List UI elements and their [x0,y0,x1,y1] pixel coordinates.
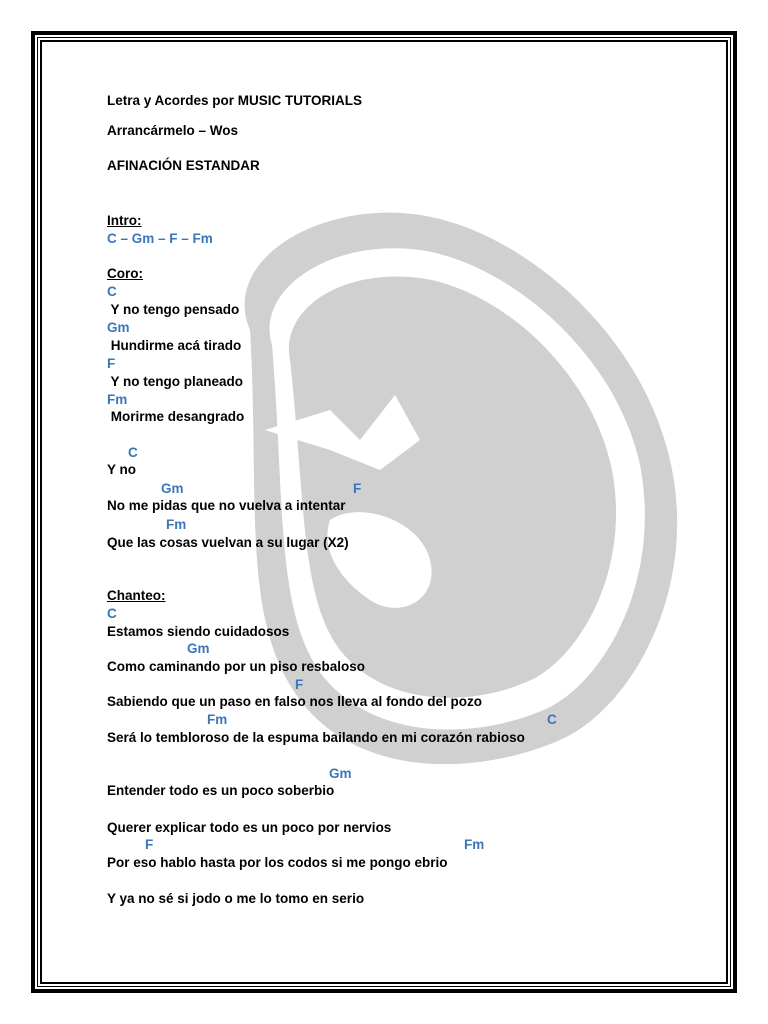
chord-label: Gm [187,641,210,656]
chord-label: C [547,712,557,727]
lyric-line: Hundirme acá tirado [107,338,242,353]
intro-chords: C – Gm – F – Fm [107,231,213,246]
chord-label: F [107,356,116,371]
lyric-line: Que las cosas vuelvan a su lugar (X2) [107,535,349,550]
chord-label: F [145,837,154,852]
chord-label: F [353,481,362,496]
chanteo-label: Chanteo: [107,588,166,603]
chord-label: Gm [329,766,352,781]
coro-label: Coro: [107,266,143,281]
credit-line: Letra y Acordes por MUSIC TUTORIALS [107,93,363,108]
lyric-line: Estamos siendo cuidadosos [107,624,290,639]
lyric-line: Será lo tembloroso de la espuma bailando en mi corazón rabioso [107,730,525,745]
chord-label: C [128,445,138,460]
chord-label: F [295,677,304,692]
lyric-line: Y no tengo planeado [107,374,244,389]
chord-label: Fm [107,392,128,407]
lyric-line: Como caminando por un piso resbaloso [107,659,366,674]
lyric-line: Entender todo es un poco soberbio [107,783,335,798]
chord-label: Gm [107,320,130,335]
song-title: Arrancármelo – Wos [107,123,239,138]
lyric-line: Por eso hablo hasta por los codos si me pongo ebrio [107,855,448,870]
lyric-line: Y no [107,462,137,477]
chord-label: C [107,284,117,299]
chord-label: C [107,606,117,621]
chord-label: Gm [161,481,184,496]
lyric-line: Y no tengo pensado [107,302,240,317]
lyric-line: Querer explicar todo es un poco por nervios [107,820,392,835]
chord-label: Fm [464,837,485,852]
lyric-line: No me pidas que no vuelva a intentar [107,498,346,513]
lyric-line: Sabiendo que un paso en falso nos lleva al fondo del pozo [107,694,483,709]
lyric-line: Morirme desangrado [107,409,245,424]
lyric-line: Y ya no sé si jodo o me lo tomo en serio [107,891,365,906]
chord-label: Fm [207,712,228,727]
chord-label: Fm [166,517,187,532]
intro-label: Intro: [107,213,142,228]
tuning-line: AFINACIÓN ESTANDAR [107,158,260,173]
